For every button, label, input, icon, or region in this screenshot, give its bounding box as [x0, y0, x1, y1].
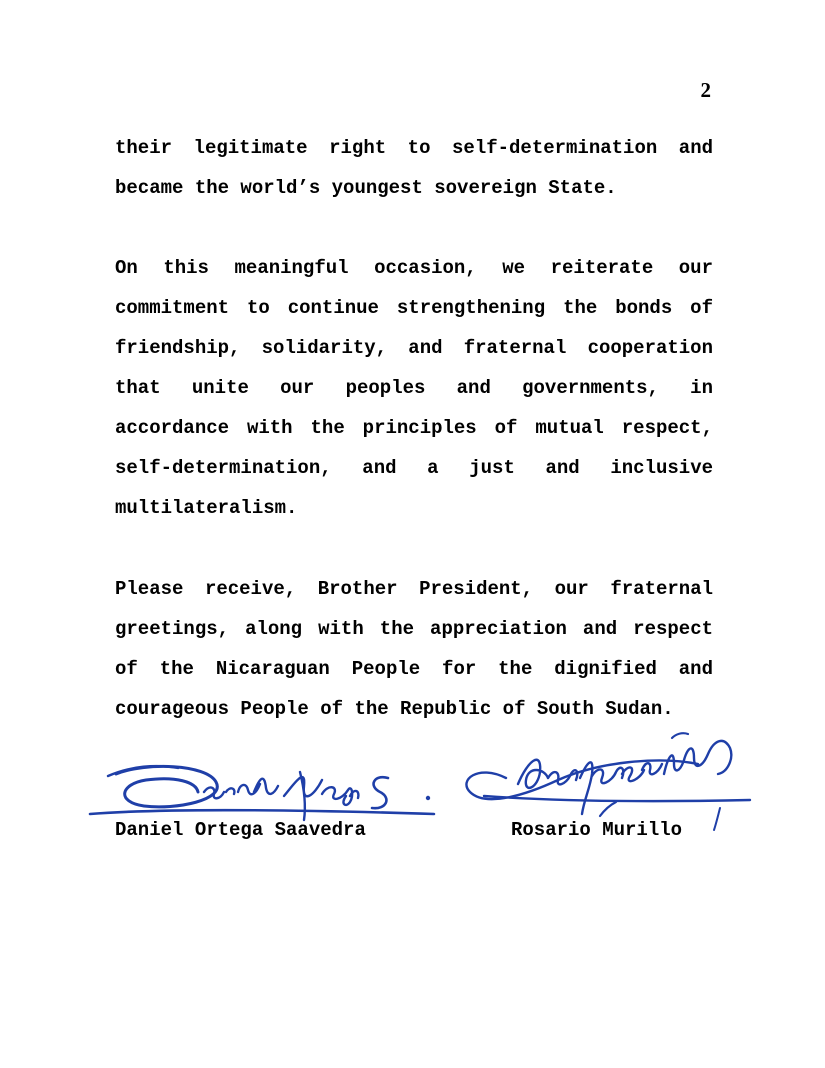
text-line: accordance with the principles of mutual respect,	[115, 417, 713, 439]
text-line: that unite our peoples and governments, in	[115, 377, 713, 399]
signatory-name-left: Daniel Ortega Saavedra	[115, 819, 366, 841]
text-line: multilateralism.	[115, 497, 298, 519]
paragraph-2	[115, 248, 713, 528]
page-number: 2	[700, 78, 711, 102]
paragraph-3	[115, 569, 713, 729]
paragraph-1	[115, 128, 713, 208]
signatory-name-right: Rosario Murillo	[511, 819, 683, 841]
text-line: courageous People of the Republic of South Sudan.	[115, 698, 674, 720]
text-line: their legitimate right to self-determination and	[115, 137, 713, 159]
text-line: became the world’s youngest sovereign State.	[115, 177, 617, 199]
text-line: self-determination, and a just and inclusive	[115, 457, 713, 479]
text-line: of the Nicaraguan People for the dignified and	[115, 658, 713, 680]
text-line: friendship, solidarity, and fraternal cooperation	[115, 337, 713, 359]
text-line: Please receive, Brother President, our fraternal	[115, 578, 713, 600]
text-line: commitment to continue strengthening the bonds of	[115, 297, 713, 319]
text-line: greetings, along with the appreciation and respect	[115, 618, 713, 640]
text-line: On this meaningful occasion, we reiterate our	[115, 257, 713, 279]
